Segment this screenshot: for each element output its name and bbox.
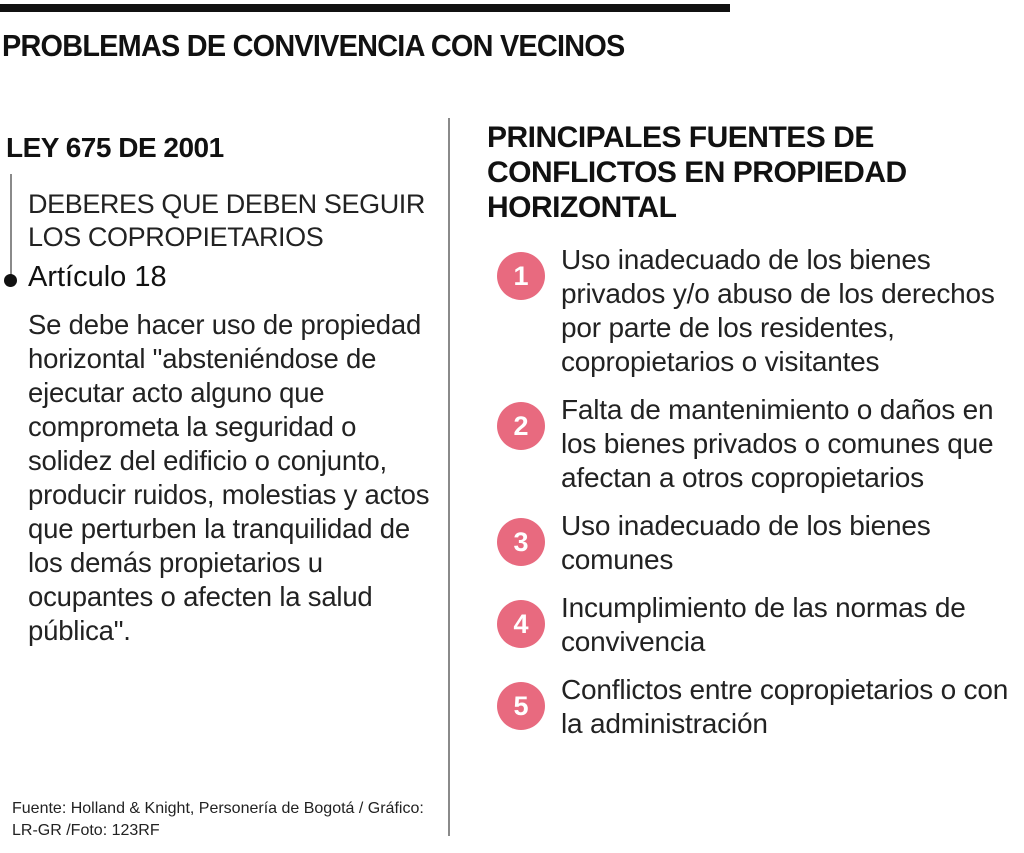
article-title: Artículo 18 <box>28 261 167 293</box>
law-title: LEY 675 DE 2001 <box>6 132 224 163</box>
conflict-item <box>497 673 1024 741</box>
timeline-line <box>10 174 12 280</box>
conflicts-title: PRINCIPALES FUENTES DE CONFLICTOS EN PROPIEDAD HORIZONTAL <box>487 121 907 224</box>
conflict-item <box>497 591 1024 659</box>
conflict-text: Uso inadecuado de los bienes comunes <box>561 510 931 575</box>
number-badge-icon: 4 <box>497 600 545 648</box>
bullet-dot-icon <box>4 274 17 287</box>
duties-subtitle: DEBERES QUE DEBEN SEGUIR LOS COPROPIETARIOS <box>28 189 425 252</box>
top-rule <box>0 4 730 12</box>
number-badge-icon: 2 <box>497 402 545 450</box>
article-body: Se debe hacer uso de propiedad horizontal "absteniéndose de ejecutar acto alguno que comprometa la seguridad o solidez del edificio o conjunto, producir ruidos, molestias y actos que perturben la tranquilidad de los demás propietarios u ocupantes o afecten la salud pública". <box>28 309 430 646</box>
conflict-list <box>497 243 1024 755</box>
conflict-text: Falta de mantenimiento o daños en los bienes privados o comunes que afectan a otros copropietarios <box>561 394 994 493</box>
number-badge-icon: 5 <box>497 682 545 730</box>
conflict-text: Uso inadecuado de los bienes privados y/o abuso de los derechos por parte de los residentes, copropietarios o visitantes <box>561 244 995 377</box>
conflict-text: Conflictos entre copropietarios o con la administración <box>561 674 1009 739</box>
conflict-text: Incumplimiento de las normas de convivencia <box>561 592 966 657</box>
column-divider <box>448 118 450 836</box>
number-badge-icon: 1 <box>497 252 545 300</box>
conflict-item <box>497 509 1024 577</box>
page-title: PROBLEMAS DE CONVIVENCIA CON VECINOS <box>2 28 625 63</box>
conflict-item <box>497 243 1024 379</box>
conflict-item <box>497 393 1024 495</box>
source-credit: Fuente: Holland & Knight, Personería de Bogotá / Gráfico: LR-GR /Foto: 123RF <box>12 800 424 839</box>
number-badge-icon: 3 <box>497 518 545 566</box>
